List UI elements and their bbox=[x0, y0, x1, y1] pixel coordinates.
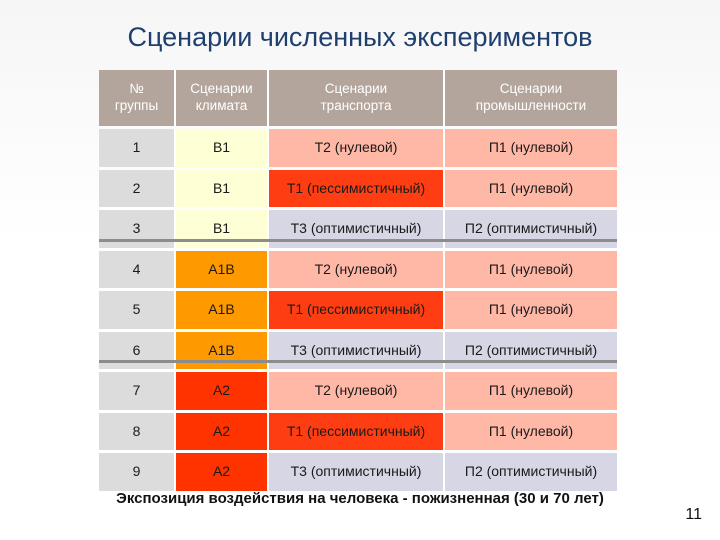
row-5-transport: T1 (пессимистичный) bbox=[269, 291, 445, 329]
row-1-industry: П1 (нулевой) bbox=[445, 129, 617, 167]
row-9-industry: П2 (оптимистичный) bbox=[445, 453, 617, 491]
row-9-climate: A2 bbox=[176, 453, 269, 491]
row-1-transport: T2 (нулевой) bbox=[269, 129, 445, 167]
row-1-group: 1 bbox=[99, 129, 176, 167]
row-3-group: 3 bbox=[99, 210, 176, 248]
row-8-transport: T1 (пессимистичный) bbox=[269, 413, 445, 451]
row-6-industry: П2 (оптимистичный) bbox=[445, 332, 617, 370]
group-separator bbox=[99, 360, 617, 363]
row-6-group: 6 bbox=[99, 332, 176, 370]
row-5-group: 5 bbox=[99, 291, 176, 329]
row-6-transport: T3 (оптимистичный) bbox=[269, 332, 445, 370]
row-5-industry: П1 (нулевой) bbox=[445, 291, 617, 329]
row-2-climate: B1 bbox=[176, 170, 269, 208]
row-8-group: 8 bbox=[99, 413, 176, 451]
row-7-transport: T2 (нулевой) bbox=[269, 372, 445, 410]
header-transport-scenario: Сценарии транспорта bbox=[269, 70, 445, 126]
slide-title: Сценарии численных экспериментов bbox=[127, 22, 593, 52]
slide-number: 11 bbox=[685, 506, 702, 523]
header-group-number: № группы bbox=[99, 70, 176, 126]
row-4-group: 4 bbox=[99, 251, 176, 289]
header-industry-scenario: Сценарии промышленности bbox=[445, 70, 617, 126]
row-3-industry: П2 (оптимистичный) bbox=[445, 210, 617, 248]
row-2-transport: T1 (пессимистичный) bbox=[269, 170, 445, 208]
row-7-group: 7 bbox=[99, 372, 176, 410]
row-5-climate: A1B bbox=[176, 291, 269, 329]
header-climate-scenario: Сценарии климата bbox=[176, 70, 269, 126]
row-2-group: 2 bbox=[99, 170, 176, 208]
row-3-climate: B1 bbox=[176, 210, 269, 248]
row-1-climate: B1 bbox=[176, 129, 269, 167]
row-4-transport: T2 (нулевой) bbox=[269, 251, 445, 289]
scenario-table bbox=[99, 70, 617, 491]
row-6-climate: A1B bbox=[176, 332, 269, 370]
row-4-climate: A1B bbox=[176, 251, 269, 289]
row-7-industry: П1 (нулевой) bbox=[445, 372, 617, 410]
row-9-transport: T3 (оптимистичный) bbox=[269, 453, 445, 491]
row-7-climate: A2 bbox=[176, 372, 269, 410]
row-2-industry: П1 (нулевой) bbox=[445, 170, 617, 208]
row-9-group: 9 bbox=[99, 453, 176, 491]
row-3-transport: T3 (оптимистичный) bbox=[269, 210, 445, 248]
row-4-industry: П1 (нулевой) bbox=[445, 251, 617, 289]
row-8-industry: П1 (нулевой) bbox=[445, 413, 617, 451]
group-separator bbox=[99, 239, 617, 242]
row-8-climate: A2 bbox=[176, 413, 269, 451]
exposure-footnote: Экспозиция воздействия на человека - пожизненная (30 и 70 лет) bbox=[116, 490, 604, 507]
